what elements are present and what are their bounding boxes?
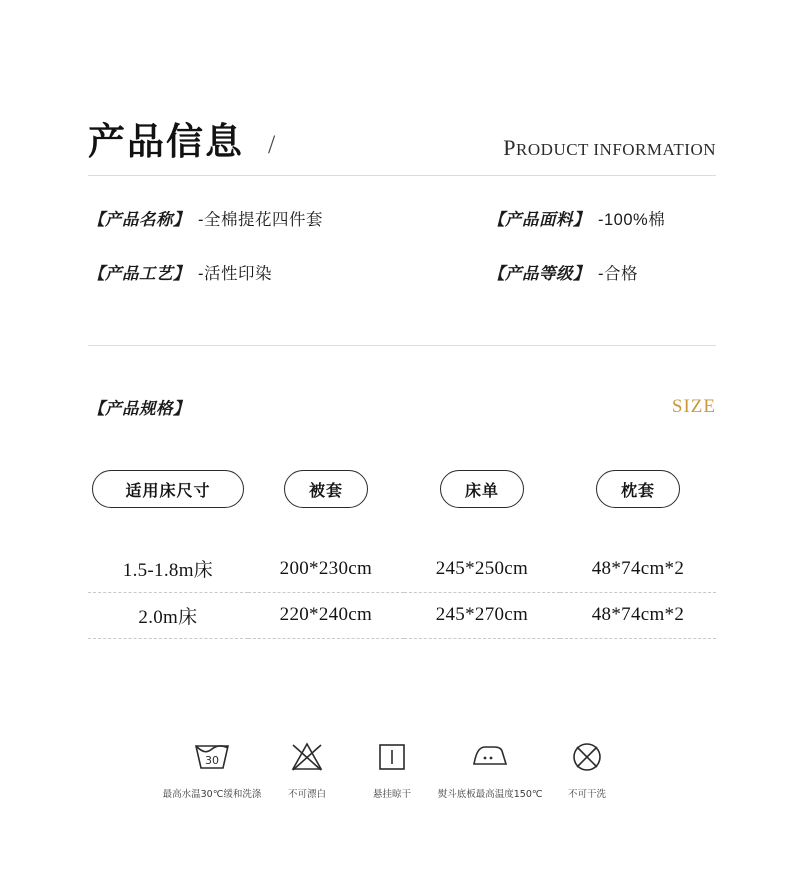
- care-item-wash: [160, 735, 264, 800]
- line-dry-icon: [375, 735, 409, 779]
- table-row: [88, 546, 716, 592]
- table-cell-bed-size: 2.0m床: [88, 592, 248, 638]
- table-cell-bed-sheet: 245*270cm: [404, 592, 560, 638]
- care-label: 最高水温30℃缓和洗涤: [162, 789, 262, 800]
- info-label: 【产品工艺】: [88, 264, 190, 283]
- page-title-english-rest: RODUCT INFORMATION: [516, 140, 716, 159]
- table-cell-duvet-cover: 200*230cm: [279, 557, 373, 579]
- spec-header-cell: [88, 470, 248, 508]
- iron-150-icon: [467, 735, 513, 779]
- specification-header: [88, 395, 716, 419]
- page-title-english: [503, 137, 716, 160]
- table-cell-duvet-cover: 220*240cm: [248, 592, 404, 638]
- care-label: 熨斗底板最高温度150℃: [437, 789, 543, 800]
- care-item-iron: [435, 735, 545, 800]
- care-label: 悬挂晾干: [372, 789, 411, 800]
- page-title-english-initial: P: [503, 135, 517, 160]
- specification-title: 【产品规格】: [88, 399, 190, 418]
- divider-middle: [88, 345, 716, 346]
- no-dry-clean-icon: [568, 735, 606, 779]
- info-value: -全棉提花四件套: [198, 211, 323, 229]
- svg-text:30: 30: [204, 754, 219, 767]
- wash-30-icon: [190, 735, 234, 779]
- care-item-line-dry: [349, 735, 434, 800]
- info-row: [88, 260, 716, 284]
- info-value: -100%棉: [598, 211, 666, 229]
- specification-size-label: SIZE: [671, 396, 716, 417]
- info-label: 【产品等级】: [488, 264, 590, 283]
- spec-column-headers: [88, 470, 716, 508]
- no-bleach-icon: [287, 735, 327, 779]
- info-item-fabric: [488, 206, 665, 230]
- care-item-no-dry-clean: [545, 735, 630, 800]
- spec-header-pillowcase: 枕套: [596, 470, 680, 508]
- table-cell-pillowcase: 48*74cm*2: [591, 557, 685, 579]
- info-label: 【产品名称】: [88, 210, 190, 229]
- info-item-craft: [88, 260, 488, 284]
- specification-table: [88, 546, 716, 639]
- table-cell-bed-size: 1.5-1.8m床: [122, 560, 214, 582]
- spec-header-cell: [404, 470, 560, 508]
- spec-header-cell: [248, 470, 404, 508]
- spec-header-cell: [560, 470, 716, 508]
- info-value: -合格: [598, 265, 638, 283]
- page-title: 产品信息: [88, 120, 244, 163]
- spec-header-bed-size: 适用床尺寸: [92, 470, 244, 508]
- title-slash-divider: /: [268, 130, 276, 159]
- spec-header-duvet-cover: 被套: [284, 470, 368, 508]
- info-item-grade: [488, 260, 638, 284]
- table-cell-bed-sheet: 245*250cm: [435, 557, 529, 579]
- table-cell-pillowcase: 48*74cm*2: [560, 592, 716, 638]
- info-row: [88, 206, 716, 230]
- care-item-no-bleach: [264, 735, 349, 800]
- info-item-product-name: [88, 206, 488, 230]
- info-value: -活性印染: [198, 265, 272, 283]
- care-label: 不可干洗: [568, 789, 607, 800]
- divider-top: [88, 175, 716, 176]
- product-info-block: [88, 206, 716, 314]
- info-label: 【产品面料】: [488, 210, 590, 229]
- table-row: [88, 592, 716, 638]
- care-label: 不可漂白: [287, 789, 326, 800]
- spec-header-bed-sheet: 床单: [440, 470, 524, 508]
- page-header: [88, 98, 716, 163]
- care-instructions: [160, 735, 630, 800]
